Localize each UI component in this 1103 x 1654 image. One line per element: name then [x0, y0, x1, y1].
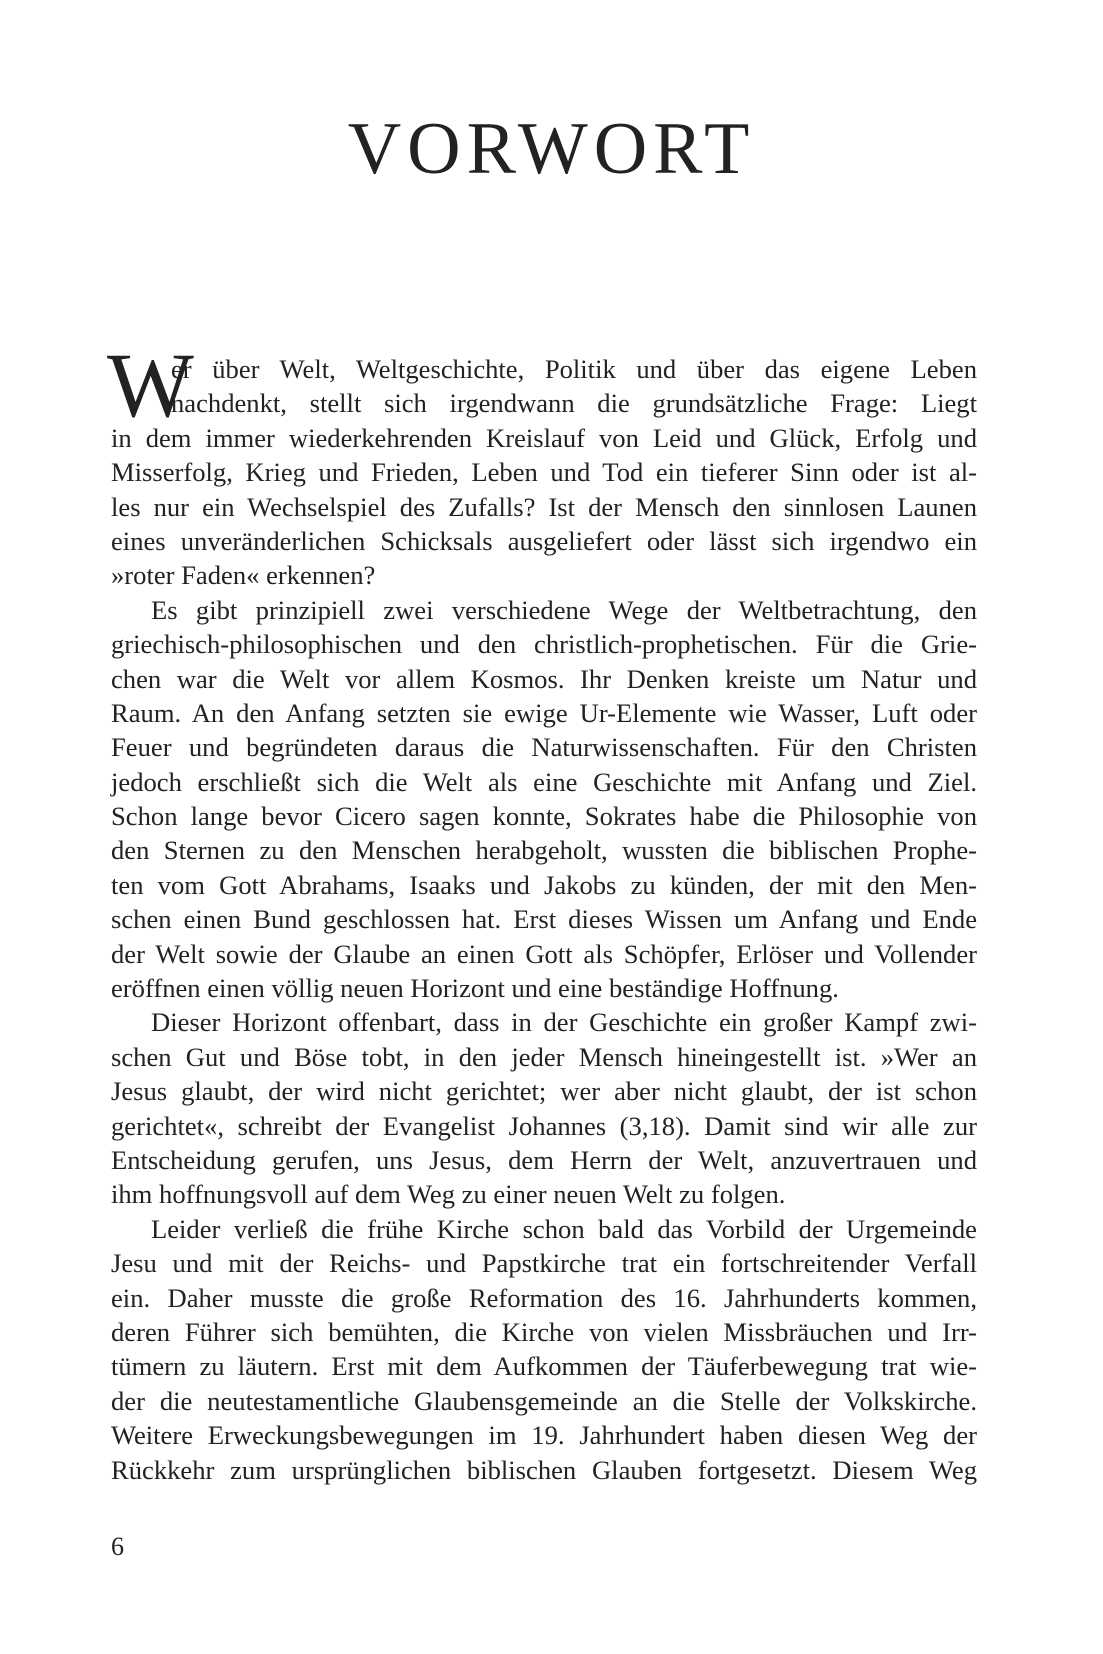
text-line: ten vom Gott Abrahams, Isaaks und Jakobs zu künden, der mit den Men- — [111, 869, 977, 900]
text-line: chen war die Welt vor allem Kosmos. Ihr Denken kreiste um Natur und — [111, 663, 977, 694]
text-line: ihm hoffnungsvoll auf dem Weg zu einer neuen Welt zu folgen. — [111, 1179, 786, 1210]
text-line: »roter Faden« erkennen? — [111, 560, 376, 591]
text-line: Es gibt prinzipiell zwei verschiedene Wege der Weltbetrachtung, den — [151, 594, 977, 625]
drop-cap: W — [107, 334, 194, 436]
text-line: Weitere Erweckungsbewegungen im 19. Jahrhundert haben diesen Weg der — [111, 1420, 977, 1451]
text-line: Feuer und begründeten daraus die Naturwissenschaften. Für den Christen — [111, 732, 977, 763]
text-line: schen Gut und Böse tobt, in den jeder Mensch hineingestellt ist. »Wer an — [111, 1041, 977, 1072]
text-line: deren Führer sich bemühten, die Kirche von vielen Missbräuchen und Irr- — [111, 1316, 977, 1347]
text-line: Jesus glaubt, der wird nicht gerichtet; wer aber nicht glaubt, der ist schon — [111, 1076, 977, 1107]
text-line: der die neutestamentliche Glaubensgemeinde an die Stelle der Volkskirche. — [111, 1385, 977, 1416]
text-line: Leider verließ die frühe Kirche schon bald das Vorbild der Urgemeinde — [151, 1213, 977, 1244]
text-line: Raum. An den Anfang setzten sie ewige Ur-Elemente wie Wasser, Luft oder — [111, 697, 977, 728]
text-line: ein. Daher musste die große Reformation des 16. Jahrhunderts kommen, — [111, 1282, 977, 1313]
text-line: Entscheidung gerufen, uns Jesus, dem Herrn der Welt, anzuvertrauen und — [111, 1144, 977, 1175]
text-line: Dieser Horizont offenbart, dass in der Geschichte ein großer Kampf zwi- — [151, 1007, 977, 1038]
text-line: schen einen Bund geschlossen hat. Erst dieses Wissen um Anfang und Ende — [111, 904, 977, 935]
text-line: Schon lange bevor Cicero sagen konnte, Sokrates habe die Philosophie von — [111, 801, 977, 832]
text-line: les nur ein Wechselspiel des Zufalls? Ist der Mensch den sinnlosen Launen — [111, 491, 977, 522]
page-number: 6 — [111, 1532, 124, 1561]
text-line: tümern zu läutern. Erst mit dem Aufkommen der Täuferbewegung trat wie- — [111, 1351, 977, 1382]
text-line: eines unveränderlichen Schicksals ausgeliefert oder lässt sich irgendwo ein — [111, 525, 977, 556]
text-line: griechisch-philosophischen und den christlich-prophetischen. Für die Grie- — [111, 629, 977, 660]
text-line: jedoch erschließt sich die Welt als eine Geschichte mit Anfang und Ziel. — [111, 766, 977, 797]
chapter-title: VORWORT — [347, 108, 756, 190]
text-line: den Sternen zu den Menschen herabgeholt, wussten die biblischen Prophe- — [111, 835, 977, 866]
text-line: in dem immer wiederkehrenden Kreislauf von Leid und Glück, Erfolg und — [111, 422, 977, 453]
text-line: er über Welt, Weltgeschichte, Politik und über das eigene Leben — [171, 354, 977, 384]
text-line: Misserfolg, Krieg und Frieden, Leben und Tod ein tieferer Sinn oder ist al- — [111, 457, 977, 488]
text-line: nachdenkt, stellt sich irgendwann die grundsätzliche Frage: Liegt — [171, 388, 977, 419]
text-line: eröffnen einen völlig neuen Horizont und eine beständige Hoffnung. — [111, 973, 839, 1004]
text-line: Jesu und mit der Reichs- und Papstkirche trat ein fortschreitender Verfall — [111, 1248, 977, 1279]
text-line: der Welt sowie der Glaube an einen Gott als Schöpfer, Erlöser und Vollender — [111, 938, 977, 969]
body-text — [107, 334, 977, 1487]
text-line: gerichtet«, schreibt der Evangelist Johannes (3,18). Damit sind wir alle zur — [111, 1110, 977, 1141]
text-line: Rückkehr zum ursprünglichen biblischen Glauben fortgesetzt. Diesem Weg — [111, 1454, 977, 1485]
